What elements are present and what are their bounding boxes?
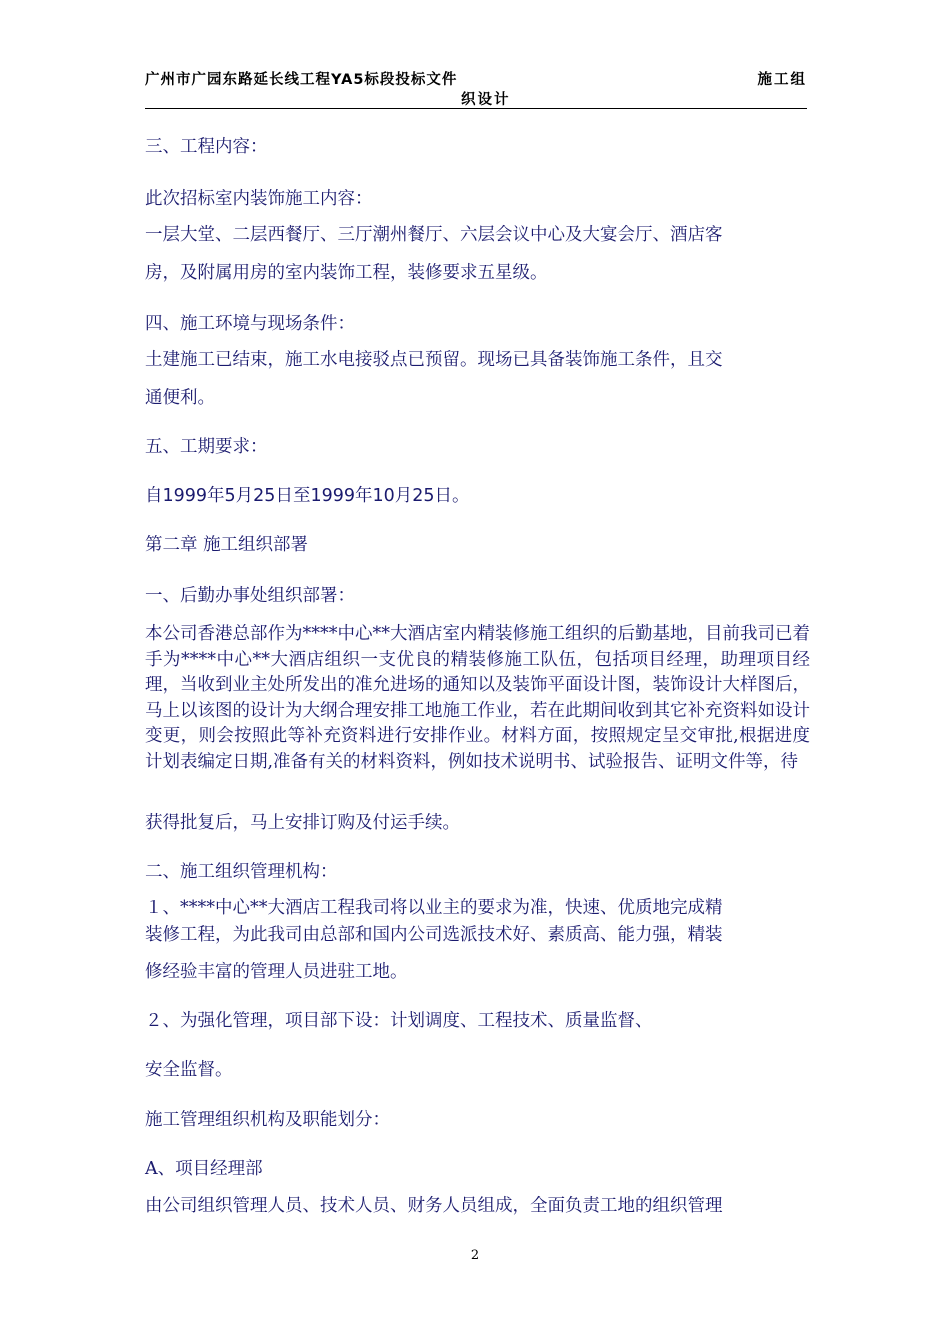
section-heading: 四、施工环境与现场条件： <box>145 314 355 334</box>
paragraph-line: 修经验丰富的管理人员进驻工地。 <box>145 962 408 982</box>
paragraph-line: 获得批复后，马上安排订购及付运手续。 <box>145 813 460 833</box>
section-heading: 施工管理组织机构及职能划分： <box>145 1110 390 1130</box>
sub-heading: A、项目经理部 <box>145 1159 263 1179</box>
page-number: 2 <box>470 1248 480 1263</box>
paragraph: 本公司香港总部作为****中心**大酒店室内精装修施工组织的后勤基地，目前我司已着手为****中心**大酒店组织一支优良的精装修施工队伍，包括项目经理，助理项目经理，当收到业主处所发出的准允进场的通知以及装饰平面设计图，装饰设计大样图后，马上以该图的设计为大纲合理安排工地施工作业，若在此期间收到其它补充资料如设计变更，则会按照此等补充资料进行安排作业。材料方面，按照规定呈交审批,根据进度计划表编定日期,准备有关的材料资料，例如技术说明书、试验报告、证明文件等，待 <box>145 624 810 772</box>
paragraph-line: ２、为强化管理，项目部下设：计划调度、工程技术、质量监督、 <box>145 1011 653 1031</box>
paragraph-line: 由公司组织管理人员、技术人员、财务人员组成，全面负责工地的组织管理 <box>145 1196 723 1216</box>
paragraph-line: 一层大堂、二层西餐厅、三厅潮州餐厅、六层会议中心及大宴会厅、酒店客 <box>145 225 723 245</box>
section-heading: 二、施工组织管理机构： <box>145 862 338 882</box>
header-title-continued: 织设计 <box>461 92 511 108</box>
paragraph-line: 通便利。 <box>145 388 215 408</box>
section-heading: 三、工程内容： <box>145 137 268 157</box>
section-heading: 一、后勤办事处组织部署： <box>145 586 355 606</box>
paragraph: 自1999年5月25日至1999年10月25日。 <box>145 486 470 506</box>
header-title-right: 施工组 <box>757 72 807 88</box>
paragraph: 此次招标室内装饰施工内容： <box>145 189 373 209</box>
section-heading: 五、工期要求： <box>145 437 268 457</box>
paragraph-line: １、****中心**大酒店工程我司将以业主的要求为准，快速、优质地完成精 <box>145 898 723 918</box>
paragraph-line: 装修工程，为此我司由总部和国内公司选派技术好、素质高、能力强，精装 <box>145 925 723 945</box>
page-header <box>145 66 807 109</box>
paragraph-line: 安全监督。 <box>145 1060 233 1080</box>
paragraph-line: 房，及附属用房的室内装饰工程，装修要求五星级。 <box>145 263 548 283</box>
header-title: 广州市广园东路延长线工程YA5标段投标文件 <box>145 72 458 88</box>
paragraph-line: 土建施工已结束，施工水电接驳点已预留。现场已具备装饰施工条件，且交 <box>145 350 723 370</box>
chapter-heading: 第二章 施工组织部署 <box>145 535 309 555</box>
